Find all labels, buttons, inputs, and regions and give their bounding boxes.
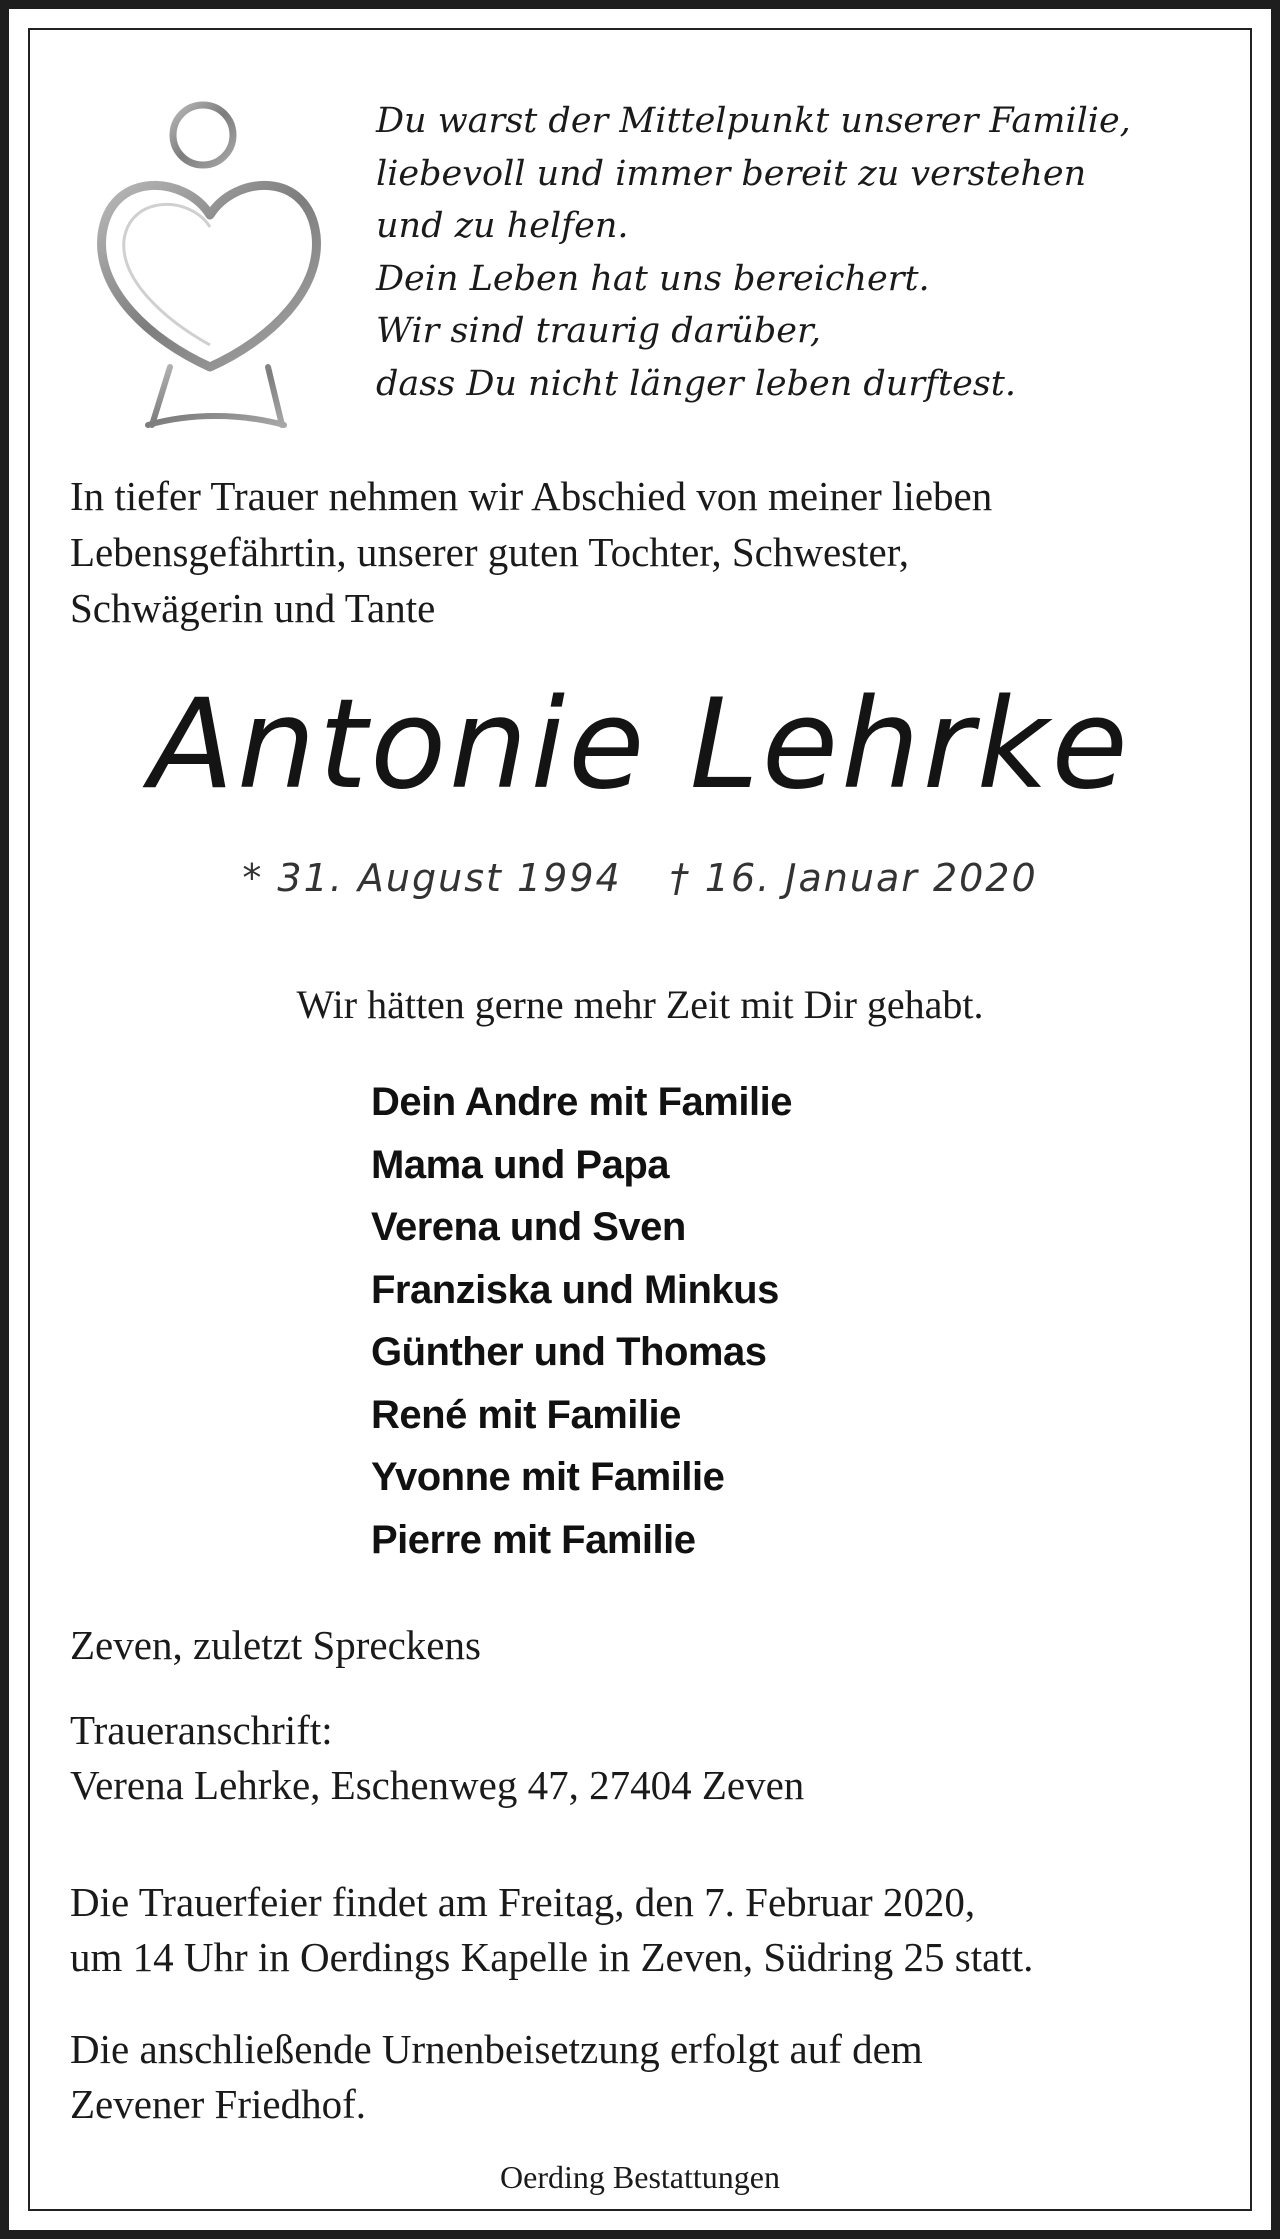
mourner-entry: Mama und Papa [371, 1142, 670, 1187]
intro-line: Schwägerin und Tante [70, 585, 436, 631]
verse-line: und zu helfen. [376, 206, 629, 246]
burial-info [70, 2022, 1230, 2132]
verse-line: Du warst der Mittelpunkt unserer Familie, [376, 101, 1131, 141]
ceremony-line: um 14 Uhr in Oerdings Kapelle in Zeven, Südring 25 statt. [70, 1934, 1034, 1980]
intro-line: In tiefer Trauer nehmen wir Abschied von meiner lieben [70, 473, 993, 519]
mourner-entry: Dein Andre mit Familie [371, 1080, 792, 1124]
verse-line: Dein Leben hat uns bereichert. [376, 258, 930, 299]
mourner-entry: Verena und Sven [371, 1205, 686, 1249]
mourning-address [70, 1703, 1230, 1813]
verse-line: dass Du nicht länger leben durftest. [376, 363, 1016, 404]
address-label: Traueranschrift: [70, 1707, 333, 1753]
closing-quote: Wir hätten gerne mehr Zeit mit Dir gehabt. [296, 982, 984, 1027]
mourner-entry: Günther und Thomas [371, 1330, 767, 1374]
mourner-entry: Pierre mit Familie [371, 1517, 696, 1562]
birth-date: * 31. August 1994 [242, 856, 622, 900]
life-dates [0, 848, 1280, 908]
mourners-list [371, 1071, 1171, 1571]
ceremony-line: Die Trauerfeier findet am Freitag, den 7. Februar 2020, [70, 1879, 976, 1925]
place-text: Zeven, zuletzt Spreckens [70, 1622, 481, 1668]
memorial-verse [376, 95, 1236, 410]
intro-text [70, 468, 1220, 636]
deceased-name: Antonie Lehrke [149, 673, 1131, 817]
burial-line: Die anschließende Urnenbeisetzung erfolgt auf dem [70, 2026, 923, 2072]
address-value: Verena Lehrke, Eschenweg 47, 27404 Zeven [70, 1762, 805, 1808]
verse-line: liebevoll und immer bereit zu verstehen [376, 153, 1087, 194]
funeral-home: Oerding Bestattungen [500, 2159, 780, 2195]
mourner-entry: René mit Familie [371, 1392, 681, 1437]
intro-line: Lebensgefährtin, unserer guten Tochter, Schwester, [70, 529, 909, 575]
ceremony-info [70, 1875, 1230, 1985]
mourner-entry: Yvonne mit Familie [371, 1455, 725, 1499]
verse-line: Wir sind traurig darüber, [376, 311, 821, 351]
death-date: † 16. Januar 2020 [669, 856, 1038, 900]
mourner-entry: Franziska und Minkus [371, 1267, 779, 1312]
angel-heart-icon [90, 95, 330, 435]
place-line [70, 1618, 1230, 1673]
burial-line: Zevener Friedhof. [70, 2081, 366, 2127]
